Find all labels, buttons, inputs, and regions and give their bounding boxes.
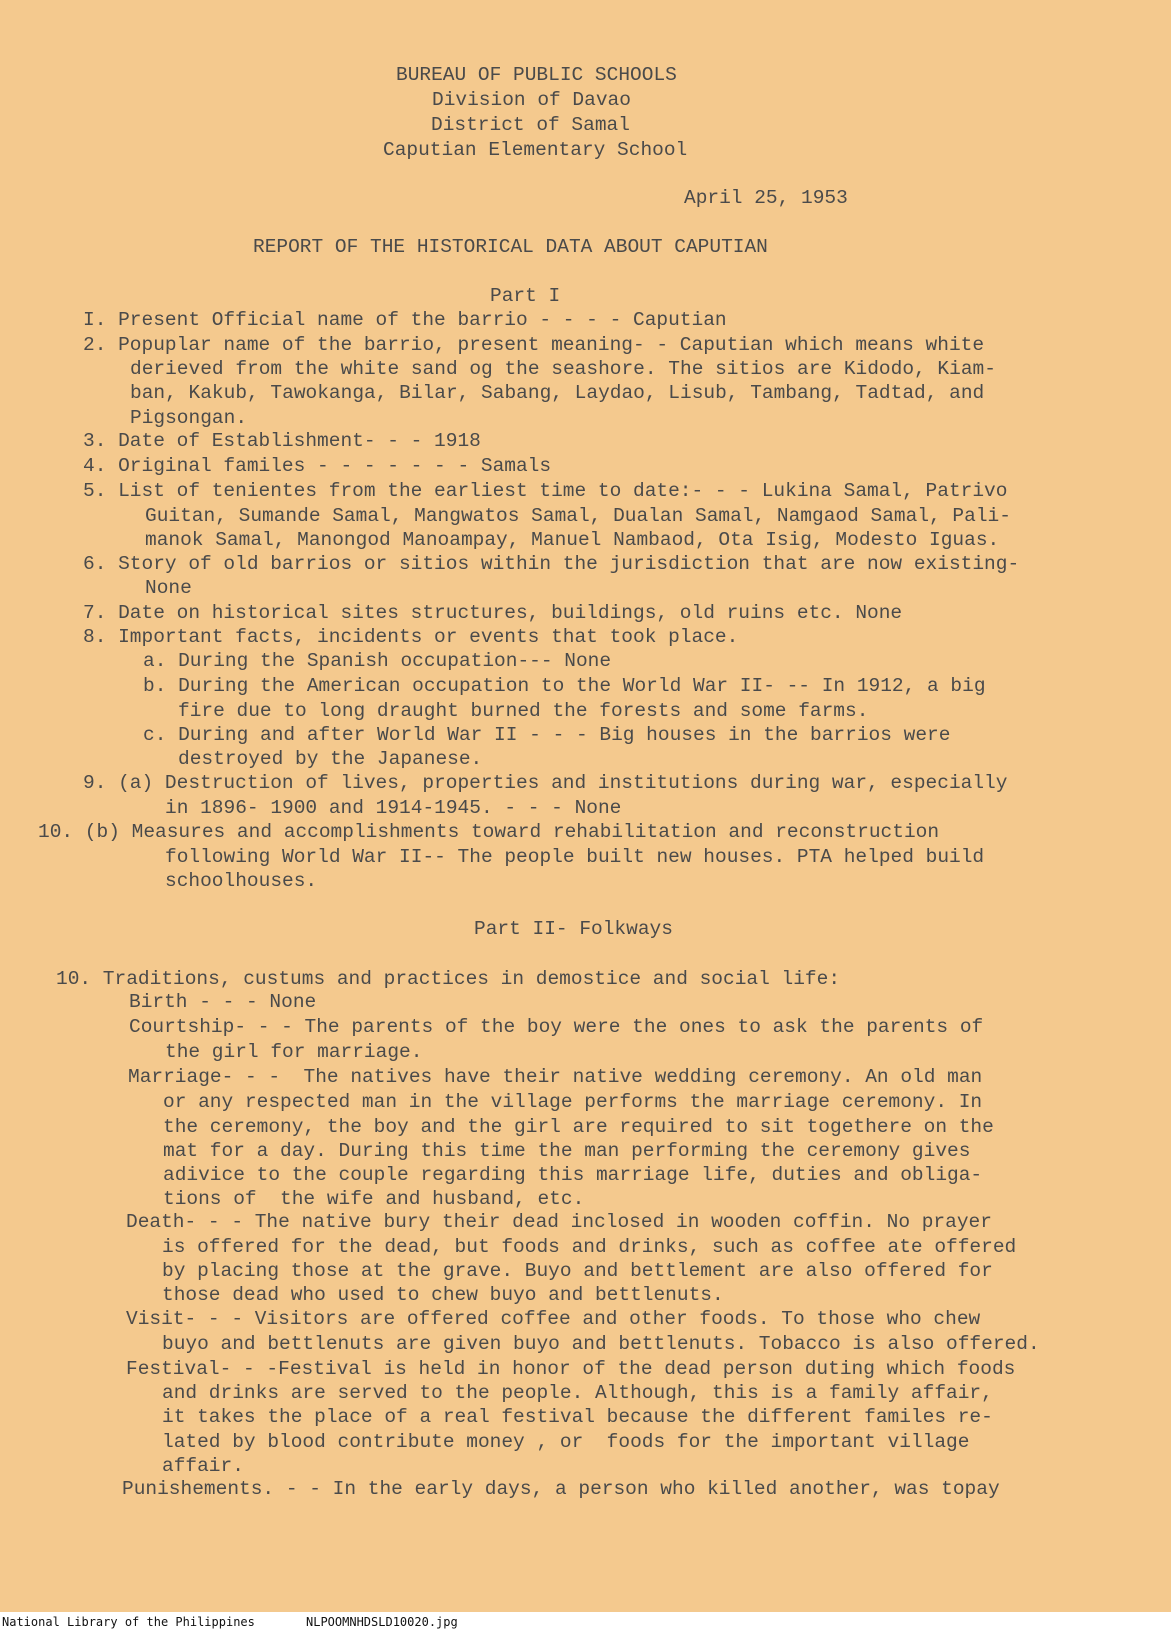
item-2-cont: derieved from the white sand og the seashore. The sitios are Kidodo, Kiam- — [130, 358, 996, 380]
item-6: 6. Story of old barrios or sitios within the jurisdiction that are now existing- — [83, 553, 1020, 575]
item-6-cont: None — [145, 577, 192, 599]
item-9a-cont: in 1896- 1900 and 1914-1945. - - - None — [165, 797, 622, 819]
footer-library: National Library of the Philippines — [2, 1615, 255, 1629]
item-8b: b. During the American occupation to the World War II- -- In 1912, a big — [143, 675, 986, 697]
item-9b-cont: schoolhouses. — [165, 870, 318, 892]
header-district: District of Samal — [431, 114, 630, 136]
marriage-cont: adivice to the couple regarding this marriage life, duties and obliga- — [163, 1164, 983, 1186]
item-4: 4. Original familes - - - - - - - Samals — [83, 455, 552, 477]
header-school: Caputian Elementary School — [383, 139, 688, 161]
death-cont: those dead who used to chew buyo and bettlenuts. — [162, 1284, 724, 1306]
death-cont: by placing those at the grave. Buyo and bettlement are also offered for — [162, 1260, 993, 1282]
courtship-entry: Courtship- - - The parents of the boy were the ones to ask the parents of — [129, 1016, 984, 1038]
header-division: Division of Davao — [432, 89, 631, 111]
festival-entry: Festival- - -Festival is held in honor of the dead person duting which foods — [126, 1358, 1016, 1380]
item-2-cont: ban, Kakub, Tawokanga, Bilar, Sabang, Laydao, Lisub, Tambang, Tadtad, and — [130, 382, 985, 404]
item-8c: c. During and after World War II - - - Big houses in the barrios were — [143, 724, 951, 746]
marriage-cont: the ceremony, the boy and the girl are required to sit togethere on the — [163, 1116, 994, 1138]
report-title: REPORT OF THE HISTORICAL DATA ABOUT CAPUTIAN — [253, 236, 768, 258]
item-5-cont: manok Samal, Manongod Manoampay, Manuel Nambaod, Ota Isig, Modesto Iguas. — [145, 529, 1000, 551]
festival-cont: and drinks are served to the people. Although, this is a family affair, — [162, 1382, 993, 1404]
item-7: 7. Date on historical sites structures, buildings, old ruins etc. None — [83, 602, 903, 624]
festival-cont: lated by blood contribute money , or foods for the important village — [162, 1431, 970, 1453]
birth-entry: Birth - - - None — [129, 991, 317, 1013]
part2-heading: Part II- Folkways — [474, 918, 673, 940]
courtship-cont: the girl for marriage. — [165, 1041, 423, 1063]
item-8c-cont: destroyed by the Japanese. — [178, 748, 483, 770]
marriage-cont: or any respected man in the village performs the marriage ceremony. In — [163, 1091, 983, 1113]
item-2-cont: Pigsongan. — [130, 407, 248, 429]
report-date: April 25, 1953 — [684, 187, 848, 209]
item-8b-cont: fire due to long draught burned the forests and some farms. — [178, 700, 869, 722]
death-cont: is offered for the dead, but foods and drinks, such as coffee ate offered — [162, 1236, 1017, 1258]
item-8a: a. During the Spanish occupation--- None — [143, 650, 612, 672]
item-8: 8. Important facts, incidents or events that took place. — [83, 626, 739, 648]
item-9b: 10. (b) Measures and accomplishments toward rehabilitation and reconstruction — [38, 821, 940, 843]
item-2: 2. Popuplar name of the barrio, present meaning- - Caputian which means white — [83, 334, 985, 356]
footer-filename: NLPOOMNHDSLD10020.jpg — [306, 1615, 458, 1629]
item-3: 3. Date of Establishment- - - 1918 — [83, 430, 481, 452]
marriage-entry: Marriage- - - The natives have their native wedding ceremony. An old man — [128, 1066, 983, 1088]
punishments-entry: Punishements. - - In the early days, a person who killed another, was topay — [122, 1478, 1000, 1500]
marriage-cont: mat for a day. During this time the man performing the ceremony gives — [163, 1140, 971, 1162]
item-9b-cont: following World War II-- The people built new houses. PTA helped build — [165, 846, 985, 868]
item-5-cont: Guitan, Sumande Samal, Mangwatos Samal, Dualan Samal, Namgaod Samal, Pali- — [145, 505, 1011, 527]
part1-heading: Part I — [490, 285, 561, 307]
item-9a: 9. (a) Destruction of lives, properties and institutions during war, especially — [83, 772, 1008, 794]
header-bureau: BUREAU OF PUBLIC SCHOOLS — [396, 64, 677, 86]
item-10: 10. Traditions, custums and practices in demostice and social life: — [56, 968, 841, 990]
item-5: 5. List of tenientes from the earliest time to date:- - - Lukina Samal, Patrivo — [83, 480, 1008, 502]
death-entry: Death- - - The native bury their dead inclosed in wooden coffin. No prayer — [126, 1211, 992, 1233]
marriage-cont: tions of the wife and husband, etc. — [163, 1188, 585, 1210]
visit-entry: Visit- - - Visitors are offered coffee and other foods. To those who chew — [126, 1308, 981, 1330]
visit-cont: buyo and bettlenuts are given buyo and bettlenuts. Tobacco is also offered. — [162, 1333, 1040, 1355]
item-1: I. Present Official name of the barrio - - - - Caputian — [83, 309, 727, 331]
festival-cont: affair. — [162, 1455, 244, 1477]
festival-cont: it takes the place of a real festival because the different familes re- — [162, 1406, 993, 1428]
